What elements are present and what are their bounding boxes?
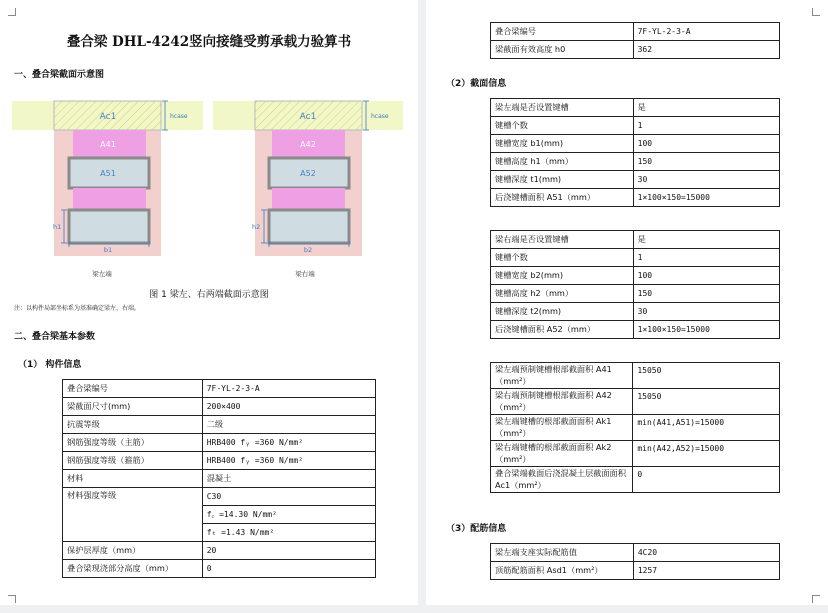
table-row: [63, 452, 376, 470]
table-row: [491, 23, 780, 41]
label-ac-left: Ac1: [99, 112, 117, 122]
table-row: [63, 434, 376, 452]
page-corner-mark: [8, 8, 16, 16]
right-end-figure: [213, 101, 403, 278]
table-row: [63, 488, 376, 506]
table-label: 梁左端预制键槽根部截面积 A41（mm²）: [491, 363, 633, 389]
label-a5-left: A51: [100, 169, 116, 178]
table-value: 二级: [202, 416, 375, 434]
table-value: f꜀ =14.30 N/mm²: [202, 506, 375, 524]
page-right: [426, 0, 828, 605]
figure-label-left: 梁左端: [92, 270, 112, 278]
table-row: [491, 267, 780, 285]
table-row: [63, 542, 376, 560]
magenta-mid-right: [272, 188, 345, 210]
table-label: 梁右端是否设置键槽: [491, 231, 634, 249]
table-label: 梁左端键槽的根部截面面积 Ak1（mm²）: [491, 415, 633, 441]
table-value: 362: [633, 41, 779, 59]
table-value: 150: [633, 153, 779, 171]
table-label: 叠合梁编号: [63, 380, 203, 398]
table-value: 1×100×150=15000: [633, 321, 779, 339]
table-row: [491, 562, 780, 580]
table-label: 键槽深度 t2(mm): [491, 303, 634, 321]
table-value: 100: [633, 267, 779, 285]
table-row: [491, 285, 780, 303]
section-area-table: [490, 362, 780, 493]
component-info-table: [62, 379, 376, 578]
table-value: 7F-YL-2-3-A: [633, 23, 779, 41]
table-value: HRB400 fᵧ =360 N/mm²: [202, 434, 375, 452]
table-label: 叠合梁端截面后浇混凝土层截面面积 Ac1（mm²）: [491, 467, 633, 493]
table-value: 15050: [633, 363, 780, 389]
table-row: [491, 321, 780, 339]
magenta-mid-left: [73, 188, 146, 210]
table-label: 梁左端是否设置键槽: [491, 99, 634, 117]
table-value: min(A42,A52)=15000: [633, 441, 780, 467]
table-label: 梁截面有效高度 h0: [491, 41, 634, 59]
label-a5-right: A52: [300, 169, 316, 178]
right-key-table: [490, 230, 780, 339]
table-value: 0: [202, 560, 375, 578]
table-label: 梁右端预制键槽根部截面积 A42（mm²）: [491, 389, 633, 415]
subsection2-heading: （2）截面信息: [446, 79, 507, 89]
page-corner-mark: [812, 8, 820, 16]
table-row: [491, 467, 780, 493]
table-label: 梁右端键槽的根部截面面积 Ak2（mm²）: [491, 441, 633, 467]
table-value: 是: [633, 99, 779, 117]
table-value: 7F-YL-2-3-A: [202, 380, 375, 398]
table-label: 材料强度等级: [63, 488, 203, 542]
table-value: min(A41,A51)=15000: [633, 415, 780, 441]
label-h-right: h2: [252, 223, 261, 231]
page-corner-mark: [812, 595, 820, 603]
table-label: 键槽高度 h1（mm）: [491, 153, 634, 171]
table-label: 后浇键槽面积 A51（mm）: [491, 189, 634, 207]
table-row: [63, 560, 376, 578]
table-row: [491, 441, 780, 467]
table-row: [491, 544, 780, 562]
table-value: HRB400 fᵧ =360 N/mm²: [202, 452, 375, 470]
table-label: 键槽宽度 b1(mm): [491, 135, 634, 153]
label-ac-right: Ac1: [299, 112, 317, 122]
figure-label-right: 梁右端: [295, 270, 315, 278]
subsection3-heading: （3）配筋信息: [446, 524, 507, 534]
table-label: 叠合梁现浇部分高度（mm）: [63, 560, 203, 578]
table-value: 是: [633, 231, 779, 249]
table-value: C30: [202, 488, 375, 506]
table-row: [491, 117, 780, 135]
table-label: 抗震等级: [63, 416, 203, 434]
table-row: [63, 470, 376, 488]
table-value: 20: [202, 542, 375, 560]
label-b-left: b1: [103, 246, 113, 254]
table-value: fₜ =1.43 N/mm²: [202, 524, 375, 542]
table-label: 键槽宽度 b2(mm): [491, 267, 634, 285]
page-left: [0, 0, 418, 605]
key-area-left: [69, 210, 149, 243]
table-row: [491, 249, 780, 267]
table-row: [63, 398, 376, 416]
table-value: 200×400: [202, 398, 375, 416]
table-row: [491, 303, 780, 321]
table-row: [491, 415, 780, 441]
left-key-table: [490, 98, 780, 207]
table-row: [491, 99, 780, 117]
table-label: 键槽高度 h2（mm）: [491, 285, 634, 303]
table-label: 材料: [63, 470, 203, 488]
table-value: 混凝土: [202, 470, 375, 488]
table-label: 梁左端支座实际配筋值: [491, 544, 634, 562]
section2-heading: 二、叠合梁基本参数: [14, 332, 96, 342]
table-label: 顶筋配筋面积 Asd1（mm²）: [491, 562, 634, 580]
table-value: 30: [633, 303, 779, 321]
table-row: [491, 363, 780, 389]
table-value: 150: [633, 285, 779, 303]
table-value: 1: [633, 249, 779, 267]
label-a4-right: A42: [300, 140, 316, 149]
table-value: 0: [633, 467, 780, 493]
table-value: 15050: [633, 389, 780, 415]
key-area-right: [269, 210, 349, 243]
table-row: [491, 41, 780, 59]
figure-note: 注：以构件局部坐标系为基准确定梁左、右端。: [14, 305, 141, 312]
table-label: 叠合梁编号: [491, 23, 634, 41]
label-h-left: h1: [53, 223, 62, 231]
reinforcement-table: [490, 543, 780, 580]
table-row: [63, 380, 376, 398]
table-row: [491, 189, 780, 207]
table-row: [491, 231, 780, 249]
label-a4-left: A41: [100, 140, 116, 149]
table-row: [491, 389, 780, 415]
table-label: 钢筋强度等级（主筋）: [63, 434, 203, 452]
label-hcase-left: hcase: [170, 113, 188, 120]
table-label: 后浇键槽面积 A52（mm）: [491, 321, 634, 339]
table-label: 保护层厚度（mm）: [63, 542, 203, 560]
table-row: [491, 135, 780, 153]
table-label: 钢筋强度等级（箍筋）: [63, 452, 203, 470]
left-end-figure: [12, 101, 203, 278]
label-hcase-right: hcase: [371, 113, 389, 120]
table-row: [491, 153, 780, 171]
table-label: 梁截面尺寸(mm): [63, 398, 203, 416]
table-value: 4C20: [633, 544, 779, 562]
table-row: [63, 416, 376, 434]
section-diagram: [0, 95, 418, 285]
table-value: 1×100×150=15000: [633, 189, 779, 207]
figure-caption: 图 1 梁左、右两端截面示意图: [149, 290, 269, 300]
table-value: 30: [633, 171, 779, 189]
label-b-right: b2: [303, 246, 313, 254]
section1-heading: 一、叠合梁截面示意图: [14, 70, 105, 80]
table-label: 键槽深度 t1(mm): [491, 171, 634, 189]
page-corner-mark: [8, 595, 16, 603]
table-value: 100: [633, 135, 779, 153]
table-value: 1: [633, 117, 779, 135]
table-label: 键槽个数: [491, 249, 634, 267]
component-info-table-continued: [490, 22, 780, 59]
table-value: 1257: [633, 562, 779, 580]
table-row: [491, 171, 780, 189]
subsection1-heading: （1） 构件信息: [18, 360, 82, 370]
table-label: 键槽个数: [491, 117, 634, 135]
document-title: 叠合梁 DHL-4242竖向接缝受剪承载力验算书: [66, 34, 352, 50]
